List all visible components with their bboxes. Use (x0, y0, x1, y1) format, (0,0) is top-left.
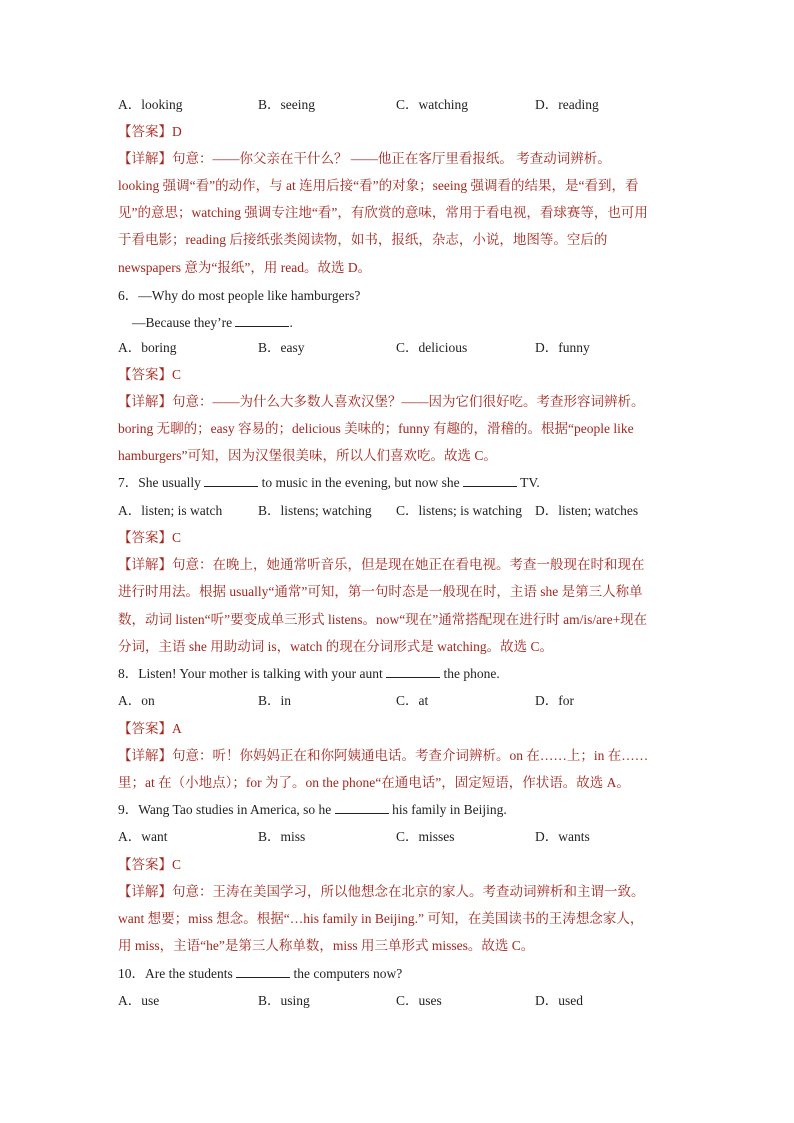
q9-option-c: C．misses (396, 829, 455, 844)
q7-option-c: C．listens; is watching (396, 503, 522, 518)
answer-blank (463, 474, 517, 487)
q8-option-d: D．for (535, 693, 574, 708)
q7-detail: 【详解】句意：在晚上，她通常听音乐，但是现在她正在看电视。考查一般现在时和现在 (118, 557, 645, 572)
q9-detail-line: want 想要；miss 想念。根据“…his family in Beijing.” 可知，在美国读书的王涛想念家人， (118, 911, 644, 926)
q10-option-d: D．used (535, 993, 583, 1008)
q6-detail: 【详解】句意：——为什么大多数人喜欢汉堡？——因为它们很好吃。考查形容词辨析。 (118, 394, 645, 409)
q6-detail-line: hamburgers”可知，因为汉堡很美味，所以人们喜欢吃。故选 C。 (118, 448, 497, 463)
answer-blank (236, 965, 290, 978)
q7-answer: 【答案】C (118, 530, 182, 545)
q8-answer: 【答案】A (118, 721, 182, 736)
answer-blank (235, 314, 289, 327)
q10-option-a: A．use (118, 993, 160, 1008)
q7-detail-line: 分词，主语 she 用助动词 is，watch 的现在分词形式是 watching。故选 C。 (118, 639, 553, 654)
q9-option-a: A．want (118, 829, 168, 844)
q6-option-a: A．boring (118, 340, 177, 355)
q9-answer: 【答案】C (118, 857, 182, 872)
q10-option-c: C．uses (396, 993, 442, 1008)
q7-option-a: A．listen; is watch (118, 503, 223, 518)
q10-stem: 10．Are the students the computers now? (118, 966, 403, 981)
q7-option-b: B．listens; watching (258, 503, 372, 518)
q9-stem: 9．Wang Tao studies in America, so he his family in Beijing. (118, 802, 507, 817)
q7-stem: 7．She usually to music in the evening, but now she TV. (118, 475, 540, 490)
answer-blank (386, 665, 440, 678)
q8-detail-line: 里；at 在（小地点）；for 为了。on the phone“在通电话”，固定短语，作状语。故选 A。 (118, 775, 630, 790)
q7-option-d: D．listen; watches (535, 503, 639, 518)
q8-option-c: C．at (396, 693, 429, 708)
q6-option-c: C．delicious (396, 340, 468, 355)
answer-blank (335, 801, 389, 814)
q5-option-d: D．reading (535, 97, 599, 112)
q9-detail: 【详解】句意：王涛在美国学习，所以他想念在北京的家人。考查动词辨析和主谓一致。 (118, 884, 645, 899)
q5-option-a: A．looking (118, 97, 183, 112)
q8-stem: 8．Listen! Your mother is talking with your aunt the phone. (118, 666, 500, 681)
q9-option-d: D．wants (535, 829, 590, 844)
answer-blank (204, 474, 258, 487)
q5-option-c: C．watching (396, 97, 468, 112)
q5-answer: 【答案】D (118, 124, 182, 139)
q6-stem-line1: 6．—Why do most people like hamburgers? (118, 288, 361, 303)
q6-answer: 【答案】C (118, 367, 182, 382)
q8-option-b: B．in (258, 693, 292, 708)
q6-stem-line2: —Because they’re . (132, 315, 293, 330)
q5-option-b: B．seeing (258, 97, 315, 112)
q7-detail-line: 进行时用法。根据 usually“通常”可知，第一句时态是一般现在时，主语 she 是第三人称单 (118, 584, 643, 599)
q5-detail-line: newspapers 意为“报纸”，用 read。故选 D。 (118, 260, 372, 275)
q8-detail: 【详解】句意：听！你妈妈正在和你阿姨通电话。考查介词辨析。on 在……上；in 在…… (118, 748, 649, 763)
q8-option-a: A．on (118, 693, 155, 708)
q9-detail-line: 用 miss，主语“he”是第三人称单数，miss 用三单形式 misses。故选 C。 (118, 938, 535, 953)
q6-detail-line: boring 无聊的；easy 容易的；delicious 美味的；funny 有趣的，滑稽的。根据“people like (118, 421, 634, 436)
q10-option-b: B．using (258, 993, 310, 1008)
q5-detail-line: looking 强调“看”的动作，与 at 连用后接“看”的对象；seeing 强调看的结果，是“看到，看 (118, 178, 639, 193)
q6-option-d: D．funny (535, 340, 590, 355)
q7-detail-line: 数，动词 listen“听”要变成单三形式 listens。now“现在”通常搭配现在进行时 am/is/are+现在 (118, 612, 648, 627)
q9-option-b: B．miss (258, 829, 306, 844)
q5-detail-line: 于看电影；reading 后接纸张类阅读物，如书，报纸，杂志，小说，地图等。空后的 (118, 232, 608, 247)
q5-detail: 【详解】句意：——你父亲在干什么？ ——他正在客厅里看报纸。 考查动词辨析。 (118, 151, 611, 166)
q5-detail-line: 见”的意思；watching 强调专注地“看”，有欣赏的意味，常用于看电视，看球赛等，也可用 (118, 205, 648, 220)
q6-option-b: B．easy (258, 340, 305, 355)
